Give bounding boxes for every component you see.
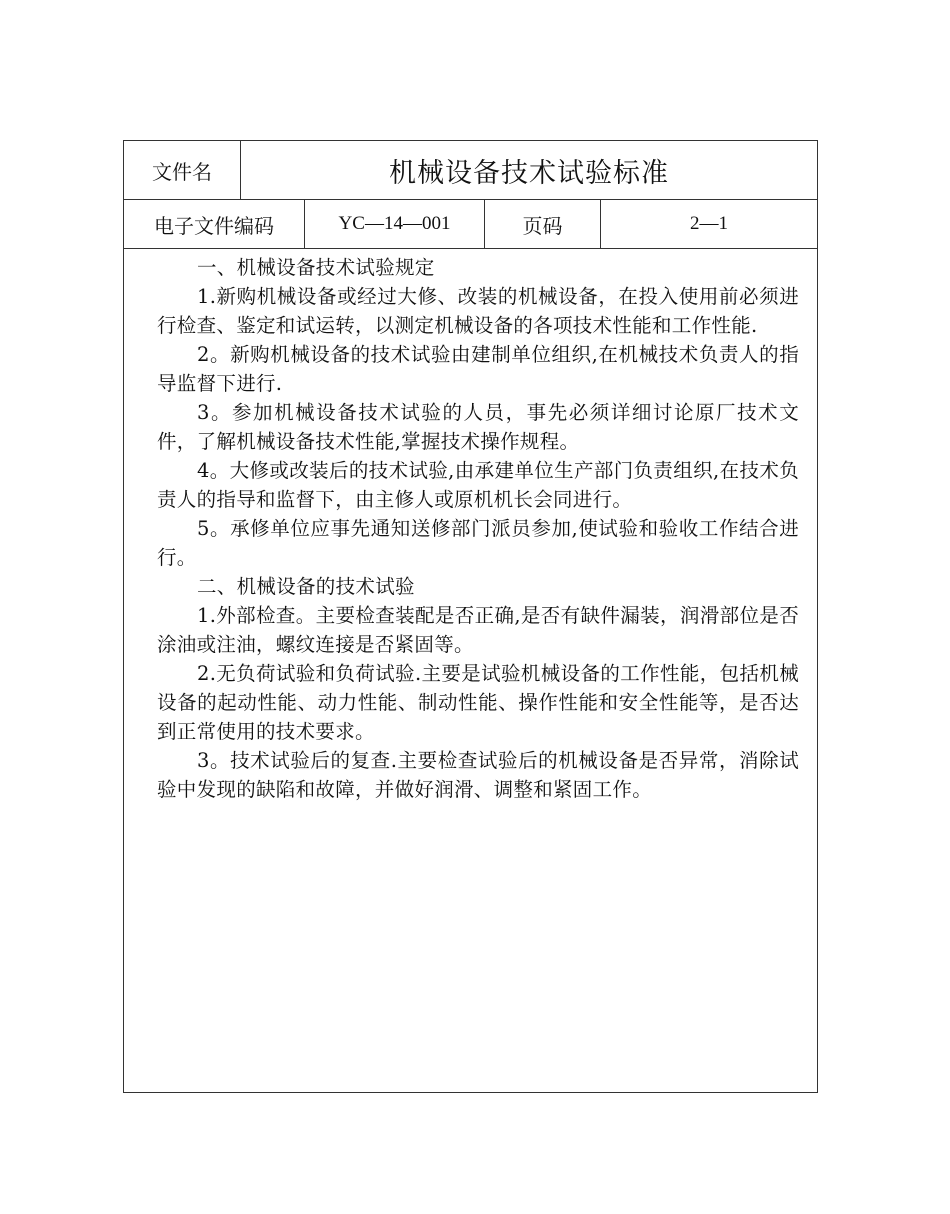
paragraph: 1.新购机械设备或经过大修、改装的机械设备，在投入使用前必须进行检查、鉴定和试运转，以测定机械设备的各项技术性能和工作性能. — [157, 285, 799, 337]
page-value: 2—1 — [690, 213, 728, 234]
header-code-row — [124, 200, 817, 249]
header-title-row — [124, 141, 817, 200]
code-label: 电子文件编码 — [124, 200, 305, 248]
paragraph: 3。技术试验后的复查.主要检查试验后的机械设备是否异常，消除试验中发现的缺陷和故障，并做好润滑、调整和紧固工作。 — [157, 749, 799, 801]
paragraph: 1.外部检查。主要检查装配是否正确,是否有缺件漏装，润滑部位是否涂油或注油，螺纹连接是否紧固等。 — [157, 604, 799, 656]
document-title: 机械设备技术试验标准 — [389, 157, 669, 189]
paragraph: 2.无负荷试验和负荷试验.主要是试验机械设备的工作性能，包括机械设备的起动性能、动力性能、制动性能、操作性能和安全性能等，是否达到正常使用的技术要求。 — [157, 662, 799, 743]
paragraph: 5。承修单位应事先通知送修部门派员参加,使试验和验收工作结合进行。 — [157, 517, 799, 569]
section-heading: 二、机械设备的技术试验 — [197, 575, 415, 598]
section-heading: 一、机械设备技术试验规定 — [197, 256, 435, 279]
document-frame — [123, 140, 818, 1093]
paragraph: 2。新购机械设备的技术试验由建制单位组织,在机械技术负责人的指导监督下进行. — [157, 343, 799, 395]
document-body — [124, 249, 817, 804]
page-label: 页码 — [485, 200, 601, 248]
paragraph: 4。大修或改装后的技术试验,由承建单位生产部门负责组织,在技术负责人的指导和监督下，由主修人或原机机长会同进行。 — [157, 459, 799, 511]
file-name-label: 文件名 — [124, 141, 241, 199]
code-value: YC—14—001 — [305, 200, 485, 248]
paragraph: 3。参加机械设备技术试验的人员，事先必须详细讨论原厂技术文件，了解机械设备技术性能,掌握技术操作规程。 — [157, 401, 799, 453]
